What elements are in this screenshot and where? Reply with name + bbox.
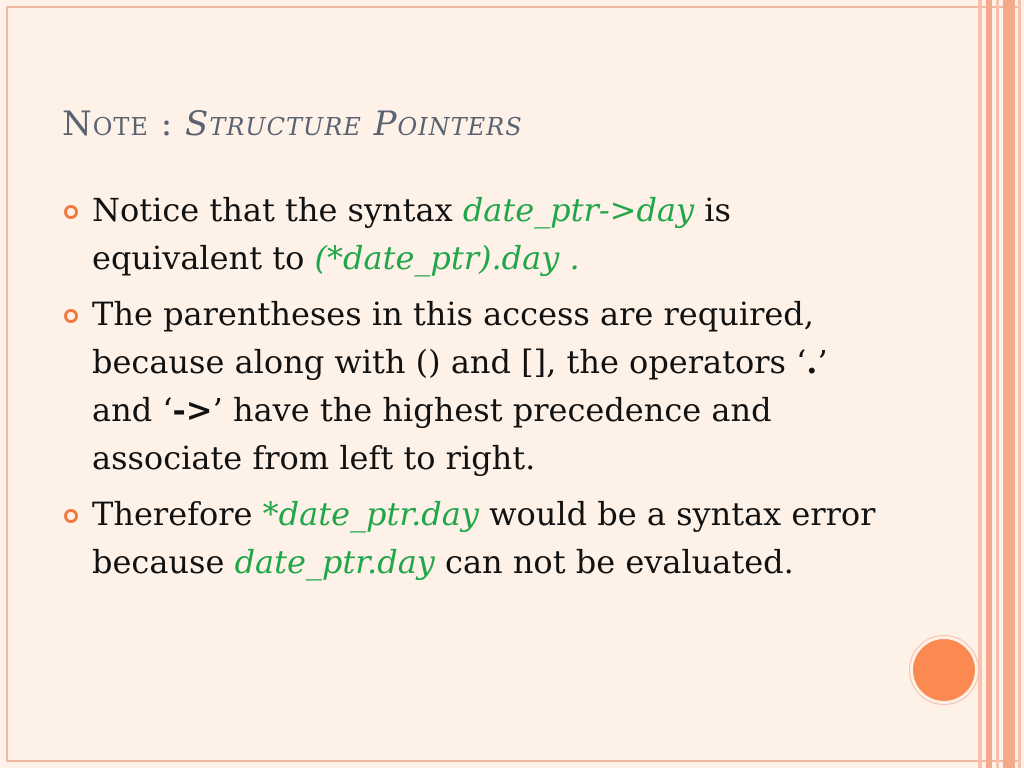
bullet-item	[62, 290, 882, 482]
bullet-text: ’ and ‘	[92, 343, 828, 429]
frame-top-border	[6, 6, 1018, 8]
bullet-item	[62, 186, 882, 282]
code-text: date_ptr.day	[234, 543, 435, 581]
bullet-item	[62, 490, 882, 586]
bullet-text: ’ have the highest precedence and associate from left to right.	[92, 391, 772, 477]
decorative-stripe	[978, 0, 982, 768]
ring-bullet-icon	[64, 509, 78, 523]
title-italic: Structure Pointers	[185, 104, 523, 144]
decorative-stripe	[1003, 0, 1015, 768]
bullet-text: can not be evaluated.	[434, 543, 794, 581]
frame-left-border	[6, 6, 8, 762]
frame-bottom-border	[6, 760, 1018, 762]
operator-text: .	[806, 343, 818, 381]
code-text: (*date_ptr).day .	[314, 239, 580, 277]
decorative-stripe	[986, 0, 992, 768]
ring-bullet-icon	[64, 309, 78, 323]
title-prefix: Note :	[62, 104, 186, 144]
decorative-stripe	[996, 0, 999, 768]
code-text: *date_ptr.day	[262, 495, 479, 533]
bullet-text: The parentheses in this access are required, because along with () and [], the operators ‘	[92, 295, 814, 381]
bullet-list	[62, 186, 882, 594]
bullet-text: Notice that the syntax	[92, 191, 463, 229]
operator-text: ->	[172, 391, 213, 429]
decorative-stripe	[1018, 0, 1021, 768]
ring-bullet-icon	[64, 205, 78, 219]
bullet-text: Therefore	[92, 495, 263, 533]
slide-title	[62, 104, 523, 144]
bullet-text: would be a syntax error because	[92, 495, 876, 581]
decorative-orange-circle	[913, 639, 975, 701]
bullet-text: is equivalent to	[92, 191, 731, 277]
code-text: date_ptr->day	[462, 191, 695, 229]
